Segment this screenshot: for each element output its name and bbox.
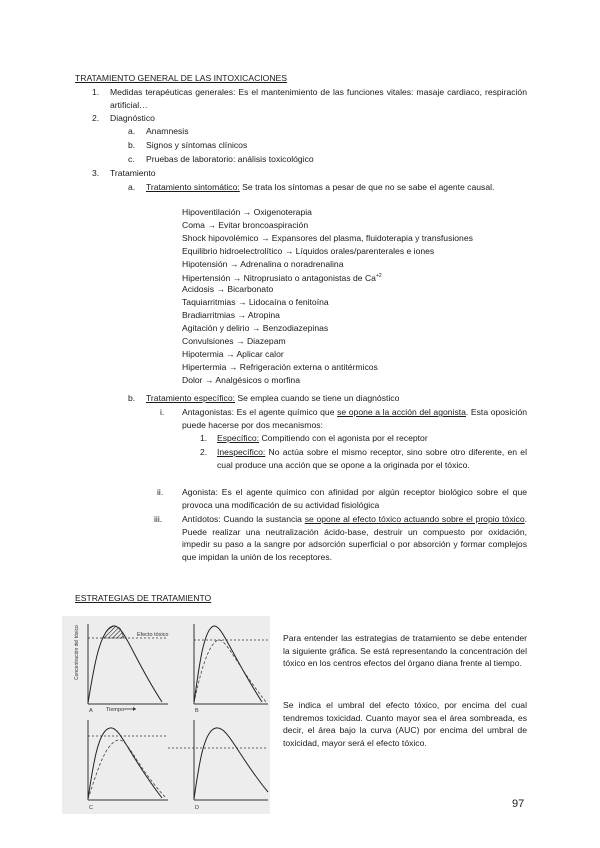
mechanism-1-label: Específico: [217, 433, 260, 443]
item-1-body: Es el mantenimiento de las funciones vitales: masaje cardiaco, respiración artificial… [110, 87, 527, 110]
mechanism-1-text [217, 432, 428, 445]
item-2b-text: Signos y síntomas clínicos [146, 140, 248, 150]
section-title-tratamiento: TRATAMIENTO GENERAL DE LAS INTOXICACIONES [75, 73, 288, 83]
item-3b-iii-text [182, 513, 527, 563]
item-3b-i-text [182, 406, 527, 431]
antagonists-emph: se opone a la acción del agonista [337, 407, 466, 417]
item-3a-body: Se trata los síntomas a pesar de que no se sabe el agente causal. [242, 182, 495, 192]
item-3-number: 3. [92, 168, 100, 178]
item-1-text [110, 86, 527, 111]
symptom-item: Hipotermia → Aplicar calor [182, 348, 284, 359]
ca-superscript: +2 [375, 273, 382, 280]
symptom-item [182, 270, 473, 283]
symptom-treatment-list [182, 206, 473, 386]
item-2c-letter: c. [128, 154, 135, 164]
strategy-paragraph-2: Se indica el umbral del efecto tóxico, por encima del cual tendremos toxicidad. Cuanto mayor sea el área sombreada, es decir, el área bajo la curva (AUC) por encima del umbral de toxicidad, mayor será el efecto tóxico. [283, 700, 527, 748]
symptom-item: Coma → Evitar broncoaspiración [182, 219, 309, 230]
mechanism-2-number: 2. [200, 447, 208, 457]
symptom-item: Convulsiones → Diazepam [182, 335, 286, 346]
item-3b-ii-roman: ii. [157, 487, 164, 497]
item-2c-text: Pruebas de laboratorio: análisis toxicológico [146, 154, 314, 164]
symptom-item: Taquiarritmias → Lidocaína o fenitoína [182, 297, 329, 308]
symptom-item: Acidosis → Bicarbonato [182, 284, 274, 295]
item-2b-letter: b. [128, 140, 136, 150]
panel-label-a: A [89, 708, 93, 714]
antidotes-emph: se opone al efecto tóxico actuando sobre el propio tóxico [304, 514, 525, 524]
antagonists-pre: Antagonistas: Es el agente químico que [182, 407, 335, 417]
item-1-number: 1. [92, 87, 100, 97]
symptom-item: Equilibrio hidroelectrolítico → Líquidos orales/parenterales e iones [182, 245, 435, 256]
item-3b-i-roman: i. [160, 407, 165, 417]
symptom-item: Shock hipovolémico → Expansores del plasma, fluidoterapia y transfusiones [182, 232, 473, 243]
mechanism-1-number: 1. [200, 433, 208, 443]
mechanism-2-label: Inespecífico: [217, 447, 266, 457]
section-title-estrategias: ESTRATEGIAS DE TRATAMIENTO [75, 593, 212, 603]
item-3a-letter: a. [128, 182, 136, 192]
symptom-item: Hipertermia → Refrigeración externa o antitérmicos [182, 361, 378, 372]
antidotes-pre: Antídotos: Cuando la sustancia [182, 514, 302, 524]
strategy-figure [62, 616, 270, 814]
item-2-label: Diagnóstico [110, 113, 155, 123]
mechanism-2-text [217, 446, 527, 471]
item-3b-label: Tratamiento específico: [146, 393, 236, 403]
item-2a-letter: a. [128, 126, 136, 136]
item-3a-text [146, 181, 527, 194]
symptom-item-text: Hipertensión → Nitroprusiato o antagonistas de Ca [182, 273, 376, 284]
item-3b-body: Se emplea cuando se tiene un diagnóstico [237, 393, 400, 403]
item-2a-text: Anamnesis [146, 126, 189, 136]
item-3b-text [146, 392, 399, 405]
time-axis-label: Tiempo [106, 707, 125, 713]
item-3a-label: Tratamiento sintomático: [146, 182, 240, 192]
panel-label-b: B [195, 708, 199, 714]
mechanism-1-body: Compitiendo con el agonista por el receptor [261, 433, 428, 443]
item-3b-letter: b. [128, 393, 136, 403]
y-axis-label: Concentración del tóxico [74, 625, 80, 680]
symptom-item: Hipotensión → Adrenalina o noradrenalina [182, 258, 344, 269]
strategy-paragraph-1: Para entender las estrategias de tratamiento se debe entender la siguiente gráfica. Se está representando la concentración del tóxico en los centros efectos del órgano diana frente al tiempo. [283, 633, 527, 669]
mechanism-2-body: No actúa sobre el mismo receptor, sino sobre otro diferente, en el cual produce una acción que se opone a la originada por el tóxico. [217, 447, 527, 470]
item-3-label: Tratamiento [110, 168, 156, 178]
symptom-item: Hipoventilación → Oxigenoterapia [182, 207, 312, 217]
antagonists-post: . Esta oposición puede hacerse por dos mecanismos: [182, 407, 528, 430]
page-number: 97 [512, 798, 525, 810]
item-3b-iii-roman: iii. [154, 514, 163, 524]
symptom-item: Agitación y delirio → Benzodiazepinas [182, 323, 329, 334]
threshold-label: Efecto tóxico [137, 632, 169, 638]
symptom-item: Bradiarritmias → Atropina [182, 310, 280, 321]
item-1-label: Medidas terapéuticas generales: [110, 87, 236, 97]
panel-label-d: D [195, 805, 199, 811]
panel-label-c: C [89, 805, 93, 811]
item-3b-ii-text: Agonista: Es el agente químico con afinidad por algún receptor biológico sobre el que provoca una modificación de su actividad fisiológica [182, 487, 527, 510]
symptom-item: Dolor → Analgésicos o morfina [182, 374, 300, 385]
antidotes-post: . Puede realizar una neutralización ácido-base, destruir un compuesto por oxidación, impedir su paso a la sangre por adsorción superficial o por absorción y formar complejos que impidan la unión de los receptores. [182, 514, 527, 562]
item-2-number: 2. [92, 113, 100, 123]
